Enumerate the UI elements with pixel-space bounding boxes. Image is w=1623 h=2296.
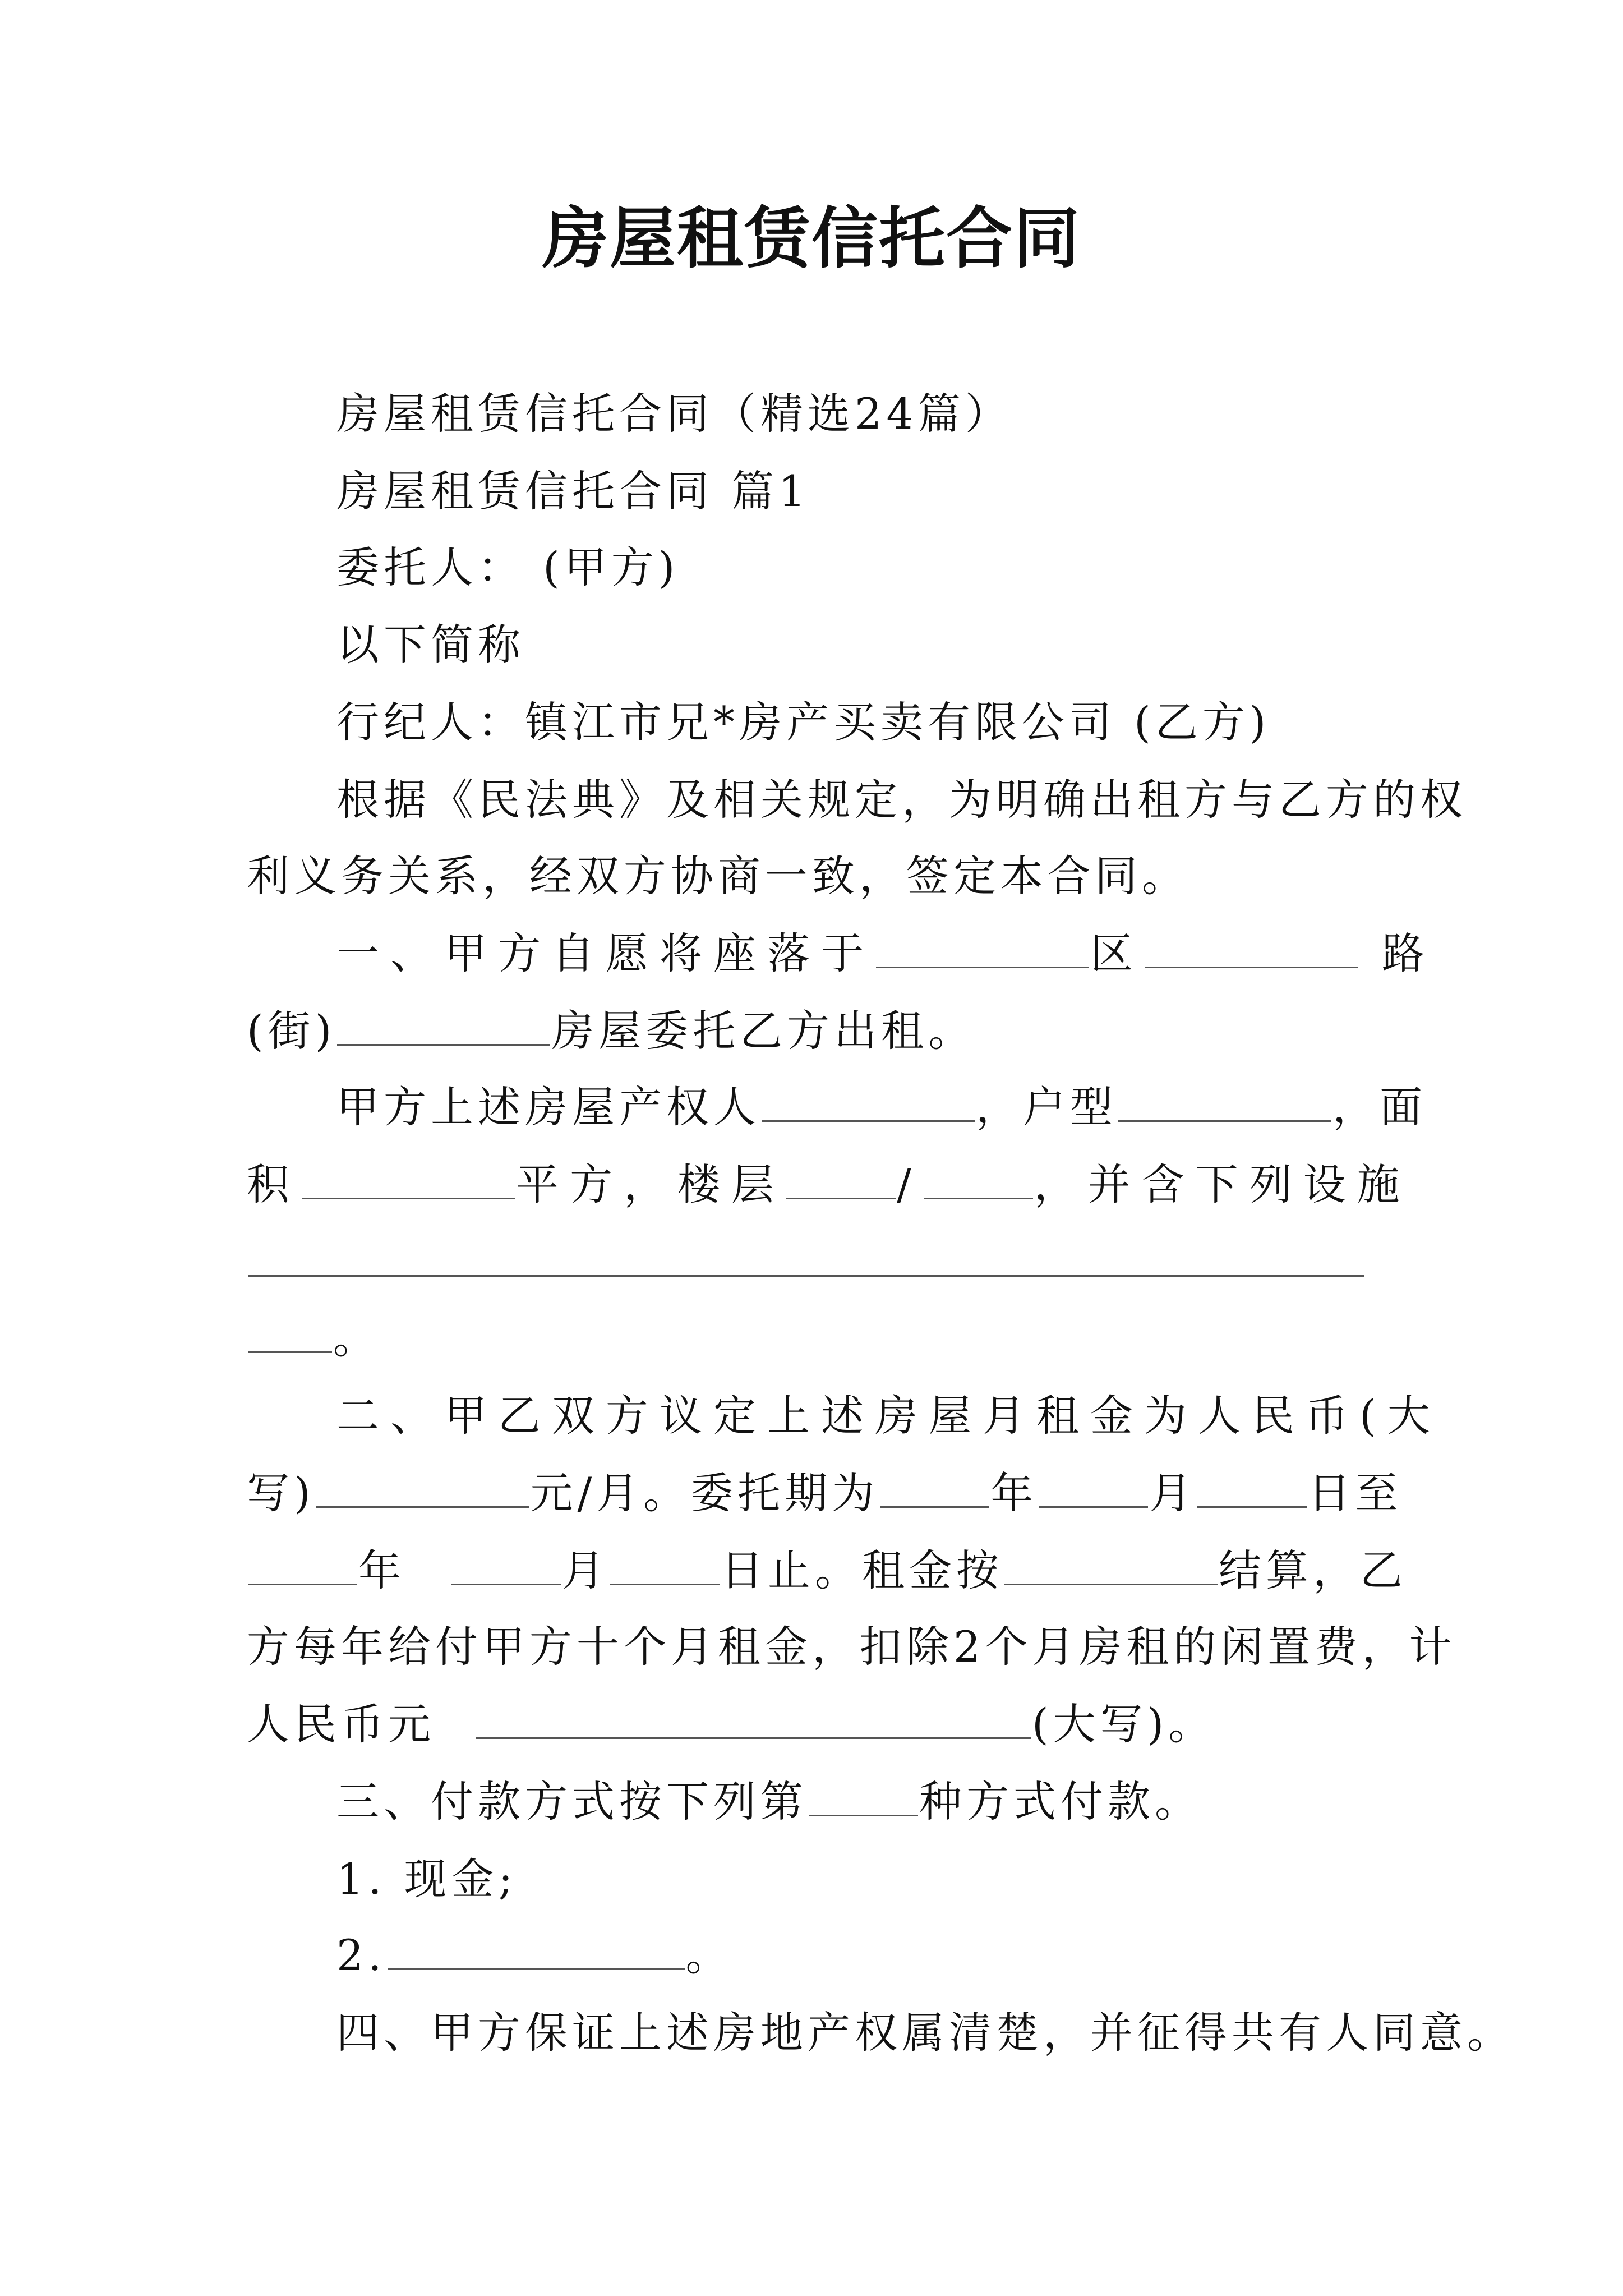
- clause-text: 月: [1149, 1468, 1197, 1518]
- clause-text: 一、甲方自愿将座落于: [336, 928, 875, 978]
- clause-text: 区: [1090, 928, 1144, 978]
- payment-other-blank: [388, 1935, 685, 1970]
- clause-3-line-1: [336, 1774, 1202, 1830]
- clause-1-line-1: [336, 926, 1436, 982]
- abbrev-line: 以下简称: [336, 620, 525, 670]
- clause-text: 月: [562, 1545, 609, 1595]
- clause-text: 三、付款方式按下列第: [336, 1777, 808, 1826]
- clause-text: 日止。租金按: [721, 1545, 1003, 1595]
- owner-blank: [762, 1087, 975, 1122]
- end-day-blank: [610, 1550, 720, 1585]
- settlement-blank: [1004, 1550, 1218, 1585]
- end-month-blank: [451, 1550, 561, 1585]
- clause-2-line-4: 方每年给付甲方十个月租金，扣除2个月房租的闲置费，计: [247, 1622, 1456, 1672]
- road-blank: [1145, 933, 1358, 968]
- clause-text: 种方式付款。: [919, 1777, 1202, 1826]
- section-heading: 房屋租赁信托合同 篇1: [336, 466, 810, 516]
- facilities-blank: [248, 1241, 1364, 1277]
- amount-blank: [476, 1704, 1031, 1739]
- clause-text: 平方，楼层: [516, 1159, 785, 1209]
- clause-2-line-5: [247, 1696, 1215, 1752]
- floor-blank: [786, 1164, 896, 1199]
- clause-1-line-2: [247, 1003, 975, 1059]
- start-year-blank: [880, 1473, 989, 1508]
- area-blank: [302, 1164, 515, 1199]
- clause-text: 结算，乙: [1219, 1545, 1407, 1595]
- broker-line: 行纪人：镇江市兄*房产买卖有限公司 (乙方): [336, 697, 1271, 747]
- total-floor-blank: [924, 1164, 1033, 1199]
- payment-option-2: [336, 1927, 733, 1984]
- clause-text: ，户型: [976, 1082, 1117, 1132]
- clause-text: 写): [247, 1468, 315, 1518]
- clause-text: 年: [358, 1545, 405, 1595]
- clause-text: 2.: [336, 1930, 386, 1980]
- clause-text: 房屋委托乙方出租。: [551, 1006, 976, 1056]
- clause-1b-line-2: [247, 1157, 1411, 1213]
- clause-text: 元/月。委托期为: [530, 1468, 879, 1518]
- facilities-end-blank: [248, 1318, 332, 1353]
- clause-text: /: [897, 1159, 923, 1209]
- document-subtitle: 房屋租赁信托合同（精选24篇）: [336, 389, 1012, 439]
- district-blank: [876, 933, 1089, 968]
- start-month-blank: [1039, 1473, 1148, 1508]
- clause-4-line-1: 四、甲方保证上述房地产权属清楚，并征得共有人同意。: [336, 2008, 1514, 2058]
- start-day-blank: [1197, 1473, 1307, 1508]
- clause-text: 甲方上述房屋产权人: [336, 1082, 760, 1132]
- clause-text: 日至: [1308, 1468, 1403, 1518]
- clause-2-line-1: 二、甲乙双方议定上述房屋月租金为人民币(大: [336, 1391, 1441, 1441]
- document-title: 房屋租赁信托合同: [542, 199, 1081, 277]
- payment-option-blank: [809, 1781, 918, 1816]
- clause-2-line-2: [247, 1465, 1402, 1521]
- layout-blank: [1118, 1087, 1331, 1122]
- end-year-blank: [248, 1550, 357, 1585]
- principal-line: 委托人： (甲方): [336, 542, 680, 592]
- clause-text: (街): [247, 1006, 336, 1056]
- clause-text: 人民币元: [247, 1699, 435, 1749]
- clause-1b-line-1: [336, 1079, 1427, 1135]
- clause-text: (大写)。: [1032, 1699, 1216, 1749]
- clause-2-line-3: [247, 1543, 1407, 1599]
- clause-text: ，并含下列设施: [1034, 1159, 1411, 1209]
- clause-text: 积: [247, 1159, 301, 1209]
- clause-text: ，面: [1332, 1082, 1427, 1132]
- clause-text: 。: [685, 1930, 733, 1980]
- street-blank: [337, 1010, 550, 1046]
- intro-line-1: 根据《民法典》及相关规定，为明确出租方与乙方的权: [336, 775, 1467, 825]
- facilities-end-line: [247, 1310, 380, 1366]
- payment-option-1: 1. 现金;: [336, 1854, 518, 1904]
- clause-text: 路: [1382, 928, 1436, 978]
- clause-text: 。: [333, 1313, 380, 1363]
- intro-line-2: 利义务关系，经双方协商一致，签定本合同。: [247, 851, 1189, 901]
- facilities-line: [247, 1234, 1365, 1290]
- clause-text: 年: [990, 1468, 1038, 1518]
- rent-blank: [316, 1473, 529, 1508]
